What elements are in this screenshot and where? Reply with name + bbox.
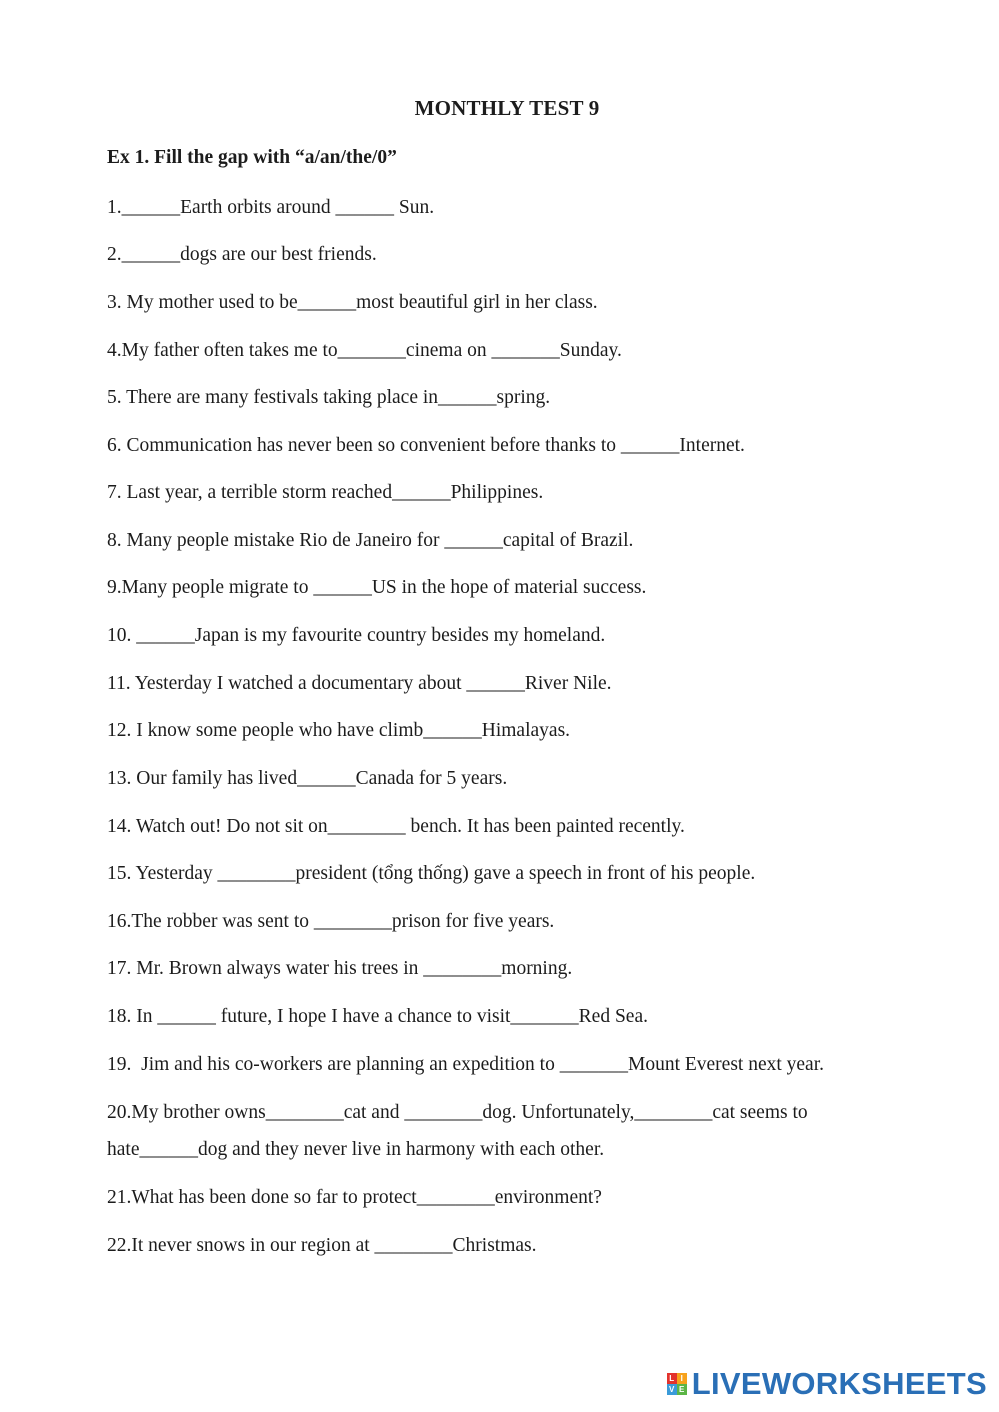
- liveworksheets-logo[interactable]: [667, 1366, 987, 1402]
- question-20-line-2: hate______dog and they never live in harmony with each other.: [107, 1139, 605, 1160]
- question-21: 21.What has been done so far to protect________environment?: [107, 1187, 602, 1208]
- logo-mark-letter: I: [677, 1373, 687, 1384]
- question-2: 2.______dogs are our best friends.: [107, 244, 377, 265]
- exercise-heading: Ex 1. Fill the gap with “a/an/the/0”: [107, 147, 397, 168]
- question-11: 11. Yesterday I watched a documentary about ______River Nile.: [107, 673, 612, 694]
- question-16: 16.The robber was sent to ________prison for five years.: [107, 911, 555, 932]
- logo-mark-letter: L: [667, 1373, 677, 1384]
- question-1: 1.______Earth orbits around ______ Sun.: [107, 197, 435, 218]
- question-17: 17. Mr. Brown always water his trees in ________morning.: [107, 958, 573, 979]
- question-12: 12. I know some people who have climb______Himalayas.: [107, 720, 571, 741]
- logo-text: LIVEWORKSHEETS: [691, 1366, 987, 1401]
- question-20-line-1: 20.My brother owns________cat and ________dog. Unfortunately,________cat seems to: [107, 1102, 808, 1123]
- logo-mark-letter: V: [667, 1384, 677, 1395]
- question-8: 8. Many people mistake Rio de Janeiro for ______capital of Brazil.: [107, 530, 634, 551]
- logo-mark-letter: E: [677, 1384, 687, 1395]
- question-22: 22.It never snows in our region at ________Christmas.: [107, 1235, 537, 1256]
- question-13: 13. Our family has lived______Canada for 5 years.: [107, 768, 508, 789]
- question-15: 15. Yesterday ________president (tổng thống) gave a speech in front of his people.: [107, 863, 756, 884]
- page-title: MONTHLY TEST 9: [414, 96, 600, 120]
- question-9: 9.Many people migrate to ______US in the hope of material success.: [107, 577, 647, 598]
- liveworksheets-logo-icon: [667, 1373, 687, 1395]
- question-4: 4.My father often takes me to_______cinema on _______Sunday.: [107, 340, 622, 361]
- question-7: 7. Last year, a terrible storm reached______Philippines.: [107, 482, 544, 503]
- question-6: 6. Communication has never been so convenient before thanks to ______Internet.: [107, 435, 745, 456]
- question-14: 14. Watch out! Do not sit on________ bench. It has been painted recently.: [107, 816, 685, 837]
- question-18: 18. In ______ future, I hope I have a chance to visit_______Red Sea.: [107, 1006, 648, 1027]
- question-5: 5. There are many festivals taking place in______spring.: [107, 387, 551, 408]
- question-3: 3. My mother used to be______most beautiful girl in her class.: [107, 292, 598, 313]
- question-10: 10. ______Japan is my favourite country besides my homeland.: [107, 625, 606, 646]
- question-19: 19. Jim and his co-workers are planning an expedition to _______Mount Everest next year.: [107, 1054, 825, 1075]
